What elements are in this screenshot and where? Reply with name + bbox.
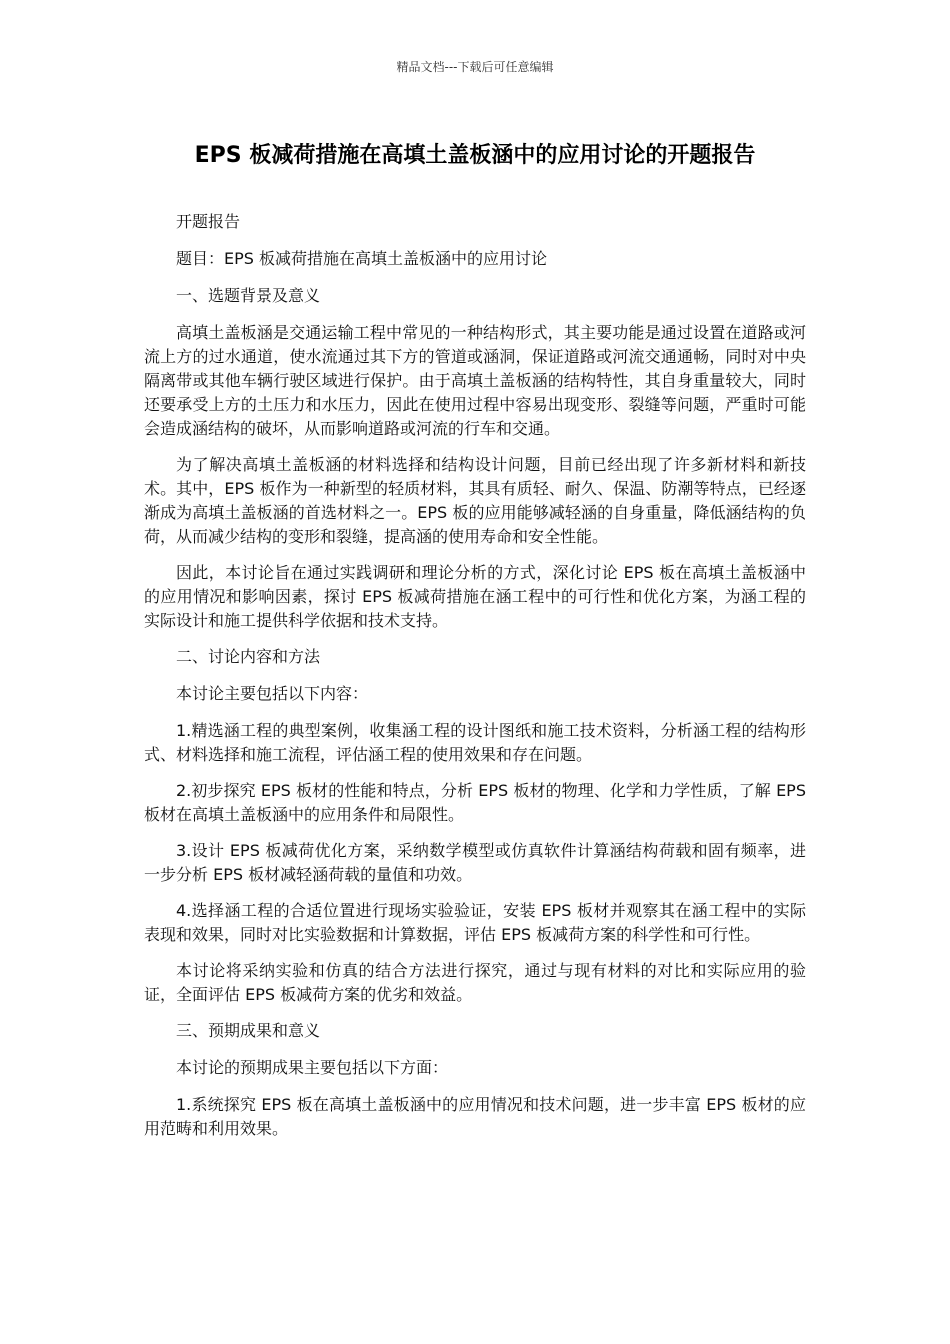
document-body — [144, 210, 806, 1153]
paragraph-method: 本讨论将采纳实验和仿真的结合方法进行探究，通过与现有材料的对比和实际应用的验证，全面评估 EPS 板减荷方案的优劣和效益。 — [144, 961, 806, 1004]
header-note: 精品文档---下载后可任意编辑 — [396, 60, 554, 74]
paragraph-topic: 题目：EPS 板减荷措施在高填土盖板涵中的应用讨论 — [176, 249, 548, 268]
paragraph-outcomes-intro: 本讨论的预期成果主要包括以下方面： — [176, 1058, 449, 1077]
list-item-content-1: 1.精选涵工程的典型案例，收集涵工程的设计图纸和施工技术资料，分析涵工程的结构形式、材料选择和施工流程，评估涵工程的使用效果和存在问题。 — [144, 721, 806, 764]
list-item-content-2: 2.初步探究 EPS 板材的性能和特点，分析 EPS 板材的物理、化学和力学性质，了解 EPS 板材在高填土盖板涵中的应用条件和局限性。 — [144, 781, 806, 824]
section-heading-outcomes: 三、预期成果和意义 — [176, 1021, 321, 1040]
paragraph-background-2: 为了解决高填土盖板涵的材料选择和结构设计问题，目前已经出现了许多新材料和新技术。其中，EPS 板作为一种新型的轻质材料，其具有质轻、耐久、保温、防潮等特点，已经逐渐成为高填土盖板涵的首选材料之一。EPS 板的应用能够减轻涵的自身重量，降低涵结构的负荷，从而减少结构的变形和裂缝，提高涵的使用寿命和安全性能。 — [144, 455, 806, 546]
list-item-content-3: 3.设计 EPS 板减荷优化方案，采纳数学模型或仿真软件计算涵结构荷载和固有频率，进一步分析 EPS 板材减轻涵荷载的量值和功效。 — [144, 841, 806, 884]
document-title: EPS 板减荷措施在高填土盖板涵中的应用讨论的开题报告 — [194, 143, 756, 168]
paragraph-content-intro: 本讨论主要包括以下内容： — [176, 684, 369, 703]
list-item-content-4: 4.选择涵工程的合适位置进行现场实验验证，安装 EPS 板材并观察其在涵工程中的实际表现和效果，同时对比实验数据和计算数据，评估 EPS 板减荷方案的科学性和可行性。 — [144, 901, 806, 944]
paragraph-heading-report: 开题报告 — [176, 212, 241, 231]
list-item-outcome-1: 1.系统探究 EPS 板在高填土盖板涵中的应用情况和技术问题，进一步丰富 EPS 板材的应用范畴和利用效果。 — [144, 1095, 806, 1138]
paragraph-background-3: 因此，本讨论旨在通过实践调研和理论分析的方式，深化讨论 EPS 板在高填土盖板涵中的应用情况和影响因素，探讨 EPS 板减荷措施在涵工程中的可行性和优化方案，为涵工程的实际设计和施工提供科学依据和技术支持。 — [144, 563, 806, 630]
section-heading-background: 一、选题背景及意义 — [176, 286, 321, 305]
paragraph-background-1: 高填土盖板涵是交通运输工程中常见的一种结构形式，其主要功能是通过设置在道路或河流上方的过水通道，使水流通过其下方的管道或涵洞，保证道路或河流交通通畅，同时对中央隔离带或其他车辆行驶区域进行保护。由于高填土盖板涵的结构特性，其自身重量较大，同时还要承受上方的土压力和水压力，因此在使用过程中容易出现变形、裂缝等问题，严重时可能会造成涵结构的破坏，从而影响道路或河流的行车和交通。 — [144, 323, 806, 438]
section-heading-content: 二、讨论内容和方法 — [176, 647, 321, 666]
